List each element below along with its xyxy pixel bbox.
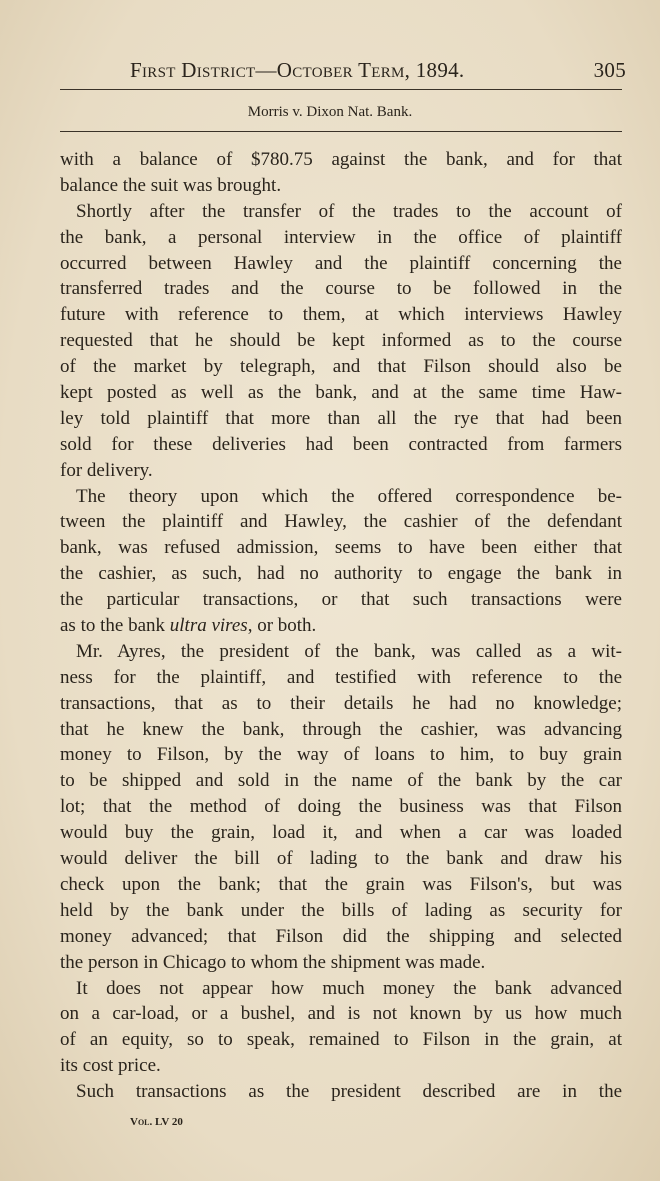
line-text: money to Filson, by the way of loans to him, to buy grain <box>60 744 622 766</box>
text-line <box>60 225 622 251</box>
text-line <box>60 509 622 535</box>
line-text: to be shipped and sold in the name of the bank by the car <box>60 770 622 792</box>
text-line <box>60 276 622 302</box>
line-text: the person in Chicago to whom the shipment was made. <box>60 951 486 973</box>
text-line <box>60 639 622 665</box>
text-line <box>60 354 622 380</box>
text-line <box>60 458 622 484</box>
text-line <box>60 846 622 872</box>
line-text: the particular transactions, or that such transactions were <box>60 589 622 611</box>
line-text: money advanced; that Filson did the shipping and selected <box>60 925 622 947</box>
line-text: Shortly after the transfer of the trades to the account of <box>76 200 622 222</box>
running-head <box>130 58 626 83</box>
text-line <box>60 302 622 328</box>
text-line <box>60 251 622 277</box>
text-line <box>60 872 622 898</box>
line-text: that he knew the bank, through the cashier, was advancing <box>60 718 622 740</box>
text-line <box>60 742 622 768</box>
text-line <box>60 794 622 820</box>
text-line <box>60 432 622 458</box>
header-rule-top <box>60 89 622 90</box>
text-line <box>60 717 622 743</box>
running-head-title: First District—October Term, 1894. <box>130 58 465 82</box>
text-line <box>60 1079 622 1105</box>
text-line <box>60 406 622 432</box>
text-line <box>60 665 622 691</box>
text-line <box>60 147 622 173</box>
line-text: the cashier, as such, had no authority to engage the bank in <box>60 563 622 585</box>
line-text: balance the suit was brought. <box>60 174 282 196</box>
line-text: future with reference to them, at which interviews Hawley <box>60 304 622 326</box>
text-line <box>60 768 622 794</box>
text-line <box>60 1053 622 1079</box>
italic-phrase: ultra vires <box>169 615 248 637</box>
line-text: ley told plaintiff that more than all the rye that had been <box>60 407 622 429</box>
line-text: occurred between Hawley and the plaintiff concerning the <box>60 252 622 274</box>
case-title: Morris v. Dixon Nat. Bank. <box>247 104 413 120</box>
line-text: would deliver the bill of lading to the bank and draw his <box>60 848 622 870</box>
line-text: It does not appear how much money the bank advanced <box>76 977 622 999</box>
text-line <box>60 328 622 354</box>
line-text: on a car-load, or a bushel, and is not known by us how much <box>60 1003 622 1025</box>
line-text: of the market by telegraph, and that Filson should also be <box>60 356 622 378</box>
line-text: ness for the plaintiff, and testified with reference to the <box>60 666 622 688</box>
line-text: with a balance of $780.75 against the bank, and for that <box>60 149 622 170</box>
page-number: 305 <box>593 58 626 82</box>
text-line <box>60 691 622 717</box>
line-text: as to the bank <box>60 615 170 637</box>
text-line <box>60 924 622 950</box>
line-text-after: , or both. <box>247 615 317 637</box>
line-text: transactions, that as to their details he had no knowledge; <box>60 692 622 714</box>
text-line <box>60 587 622 613</box>
line-text: Such transactions as the president described are in the <box>76 1081 622 1103</box>
line-text: kept posted as well as the bank, and at the same time Haw- <box>60 382 622 404</box>
text-line <box>60 898 622 924</box>
line-text: bank, was refused admission, seems to have been either that <box>60 537 622 559</box>
text-line <box>60 613 622 639</box>
text-line <box>60 380 622 406</box>
signature-mark: Vol. LV 20 <box>130 1116 183 1128</box>
text-line <box>60 173 622 199</box>
line-text: would buy the grain, load it, and when a car was loaded <box>60 822 622 844</box>
text-line <box>60 1027 622 1053</box>
text-line <box>60 561 622 587</box>
line-text: held by the bank under the bills of lading as security for <box>60 899 622 921</box>
header-rule-bottom <box>60 131 622 132</box>
text-line <box>60 484 622 510</box>
text-line <box>60 976 622 1002</box>
line-text: The theory upon which the offered correspondence be- <box>76 485 622 507</box>
text-line <box>60 950 622 976</box>
line-text: check upon the bank; that the grain was Filson's, but was <box>60 873 622 895</box>
line-text: its cost price. <box>60 1055 161 1077</box>
line-text: transferred trades and the course to be followed in the <box>60 278 622 300</box>
line-text: lot; that the method of doing the business was that Filson <box>60 796 622 818</box>
line-text: Mr. Ayres, the president of the bank, was called as a wit- <box>76 640 622 662</box>
line-text: the bank, a personal interview in the office of plaintiff <box>60 226 622 248</box>
line-text: tween the plaintiff and Hawley, the cashier of the defendant <box>60 511 622 533</box>
line-text: requested that he should be kept informed as to the course <box>60 330 622 352</box>
text-line <box>60 820 622 846</box>
line-text: for delivery. <box>60 459 153 481</box>
text-line <box>60 1001 622 1027</box>
line-text: sold for these deliveries had been contracted from farmers <box>60 433 622 455</box>
body-text <box>60 147 622 1105</box>
text-line <box>60 535 622 561</box>
text-line <box>60 199 622 225</box>
line-text: of an equity, so to speak, remained to Filson in the grain, at <box>60 1029 622 1051</box>
